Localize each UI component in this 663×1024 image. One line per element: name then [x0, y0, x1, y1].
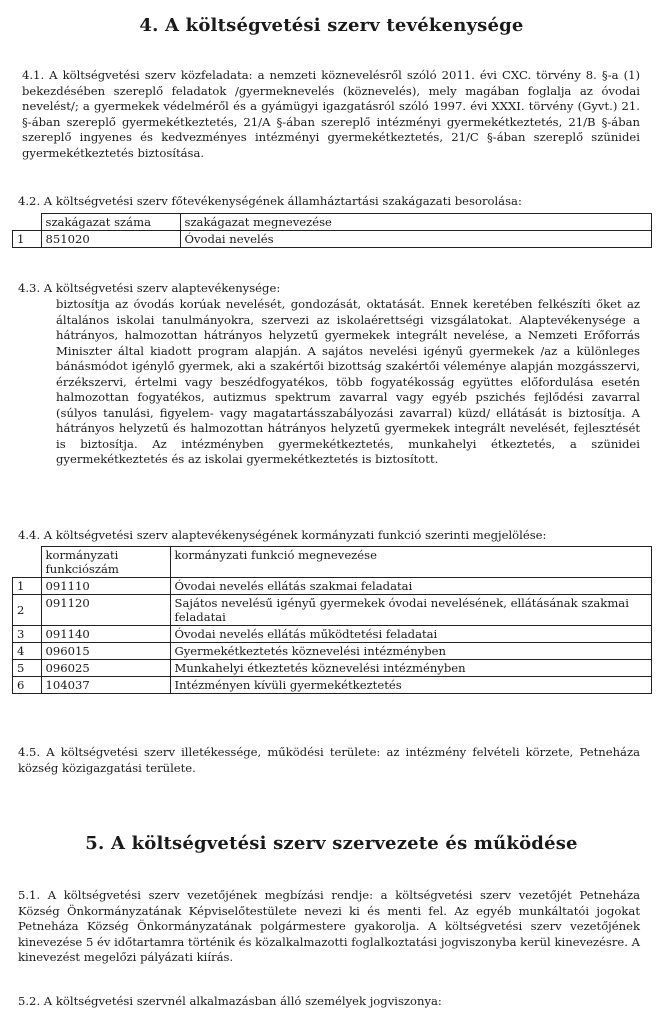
- paragraph-4-4-label: 4.4. A költségvetési szerv alaptevékenységének kormányzati funkció szerinti megjelölése:: [18, 528, 547, 542]
- table-header-cell: kormányzati funkciószám: [41, 547, 170, 578]
- row-name: Óvodai nevelés ellátás szakmai feladatai: [170, 578, 652, 595]
- row-name: Óvodai nevelés ellátás működtetési feladatai: [170, 626, 652, 643]
- row-code: 096015: [41, 643, 170, 660]
- paragraph-5-1: 5.1. A költségvetési szerv vezetőjének megbízási rendje: a költségvetési szerv vezetőjét Petneháza Község Önkormányzatának Képviselőtestülete nevezi ki és menti fel. Az egyéb munkáltatói jogokat Petneháza Község Önkormányzatának polgármestere gyakorolja. A költségvetési szerv vezetőjének kinevezése 5 év időtartamra történik és közalkalmazotti foglalkoztatási jogviszonyba kerül kinevezésre. A kinevezést megelőzi pályázati kiírás.: [18, 888, 640, 964]
- table-header-cell: szakágazat száma: [41, 214, 180, 231]
- row-code: 091120: [41, 595, 170, 626]
- row-name: Munkahelyi étkeztetés köznevelési intézményben: [170, 660, 652, 677]
- table-row: [13, 578, 652, 595]
- paragraph-4-3-label: 4.3. A költségvetési szerv alaptevékenysége:: [18, 281, 281, 295]
- row-index: 4: [13, 643, 42, 660]
- section-4-title: 4. A költségvetési szerv tevékenysége: [139, 15, 524, 36]
- row-index: 3: [13, 626, 42, 643]
- table-header-row: [13, 214, 652, 231]
- section-5-title: 5. A költségvetési szerv szervezete és működése: [85, 833, 578, 854]
- row-index: 1: [13, 231, 42, 248]
- table-header-cell: kormányzati funkció megnevezése: [170, 547, 652, 578]
- table-row: [13, 677, 652, 694]
- table-header-row: [13, 547, 652, 578]
- paragraph-4-2-label: 4.2. A költségvetési szerv főtevékenységének államháztartási szakágazati besorolása:: [18, 194, 522, 208]
- paragraph-4-3-body: biztosítja az óvodás korúak nevelését, gondozását, oktatását. Ennek keretében felkészíti őket az általános iskolai tanulmányokra, szervezi az iskolaérettségi vizsgálatokat. Alaptevékenysége a hátrányos, halmozottan hátrányos helyzetű gyermekek integrált nevelése, a Nemzeti Erőforrás Miniszter által kiadott program alapján. A sajátos nevelési igényű gyermekek /az a különleges bánásmódot igénylő gyermek, aki a szakértői bizottság szakértői véleménye alapján mozgásszervi, érzékszervi, értelmi vagy beszédfogyatékos, több fogyatékosság együttes előfordulása esetén halmozottan fogyatékos, autizmus spektrum zavarral vagy egyéb pszichés fejlődési zavarral (súlyos tanulási, figyelem- vagy magatartásszabályozási zavarral) küzd/ ellátását is biztosítja. A hátrányos helyzetű és halmozottan hátrányos helyzetű gyermekek integrált nevelését, fejlesztését is biztosítja. Az intézményben gyermekétkeztetés, munkahelyi étkeztetés, a szünidei gyermekétkeztetés és az iskolai gyermekétkeztetés is biztosított.: [56, 297, 640, 466]
- table-header-blank: [13, 547, 42, 578]
- row-code: 091110: [41, 578, 170, 595]
- table-row: [13, 595, 652, 626]
- table-header-blank: [13, 214, 42, 231]
- row-index: 1: [13, 578, 42, 595]
- paragraph-5-2: 5.2. A költségvetési szervnél alkalmazásban álló személyek jogviszonya:: [18, 994, 442, 1008]
- table-4-2: [12, 213, 652, 248]
- row-index: 6: [13, 677, 42, 694]
- table-row: [13, 231, 652, 248]
- table-row: [13, 643, 652, 660]
- paragraph-4-5: 4.5. A költségvetési szerv illetékessége, működési területe: az intézmény felvételi körzete, Petneháza község közigazgatási területe.: [18, 745, 640, 775]
- row-name: Gyermekétkeztetés köznevelési intézményben: [170, 643, 652, 660]
- row-code: 096025: [41, 660, 170, 677]
- table-row: [13, 660, 652, 677]
- row-code: 851020: [41, 231, 180, 248]
- row-name: Óvodai nevelés: [180, 231, 652, 248]
- row-index: 5: [13, 660, 42, 677]
- row-name: Sajátos nevelésű igényű gyermekek óvodai nevelésének, ellátásának szakmai feladatai: [170, 595, 652, 626]
- row-code: 104037: [41, 677, 170, 694]
- table-header-cell: szakágazat megnevezése: [180, 214, 652, 231]
- row-name: Intézményen kívüli gyermekétkeztetés: [170, 677, 652, 694]
- row-index: 2: [13, 595, 42, 626]
- row-code: 091140: [41, 626, 170, 643]
- paragraph-4-1: 4.1. A költségvetési szerv közfeladata: a nemzeti köznevelésről szóló 2011. évi CXC. törvény 8. §-a (1) bekezdésében szereplő feladatok /gyermeknevelés (köznevelés), mely magában foglalja az óvodai nevelést/; a gyermekek védelméről és a gyámügyi igazgatásról szóló 1997. évi XXXI. törvény (Gyvt.) 21. §-ában szereplő gyermekétkeztetés, 21/A §-ában szereplő intézményi gyermekétkeztetés, 21/B §-ában szereplő ingyenes és kedvezményes intézményi gyermekétkeztetés, 21/C §-ában szereplő szünidei gyermekétkeztetés biztosítása.: [22, 68, 640, 160]
- table-row: [13, 626, 652, 643]
- table-4-4: [12, 546, 652, 694]
